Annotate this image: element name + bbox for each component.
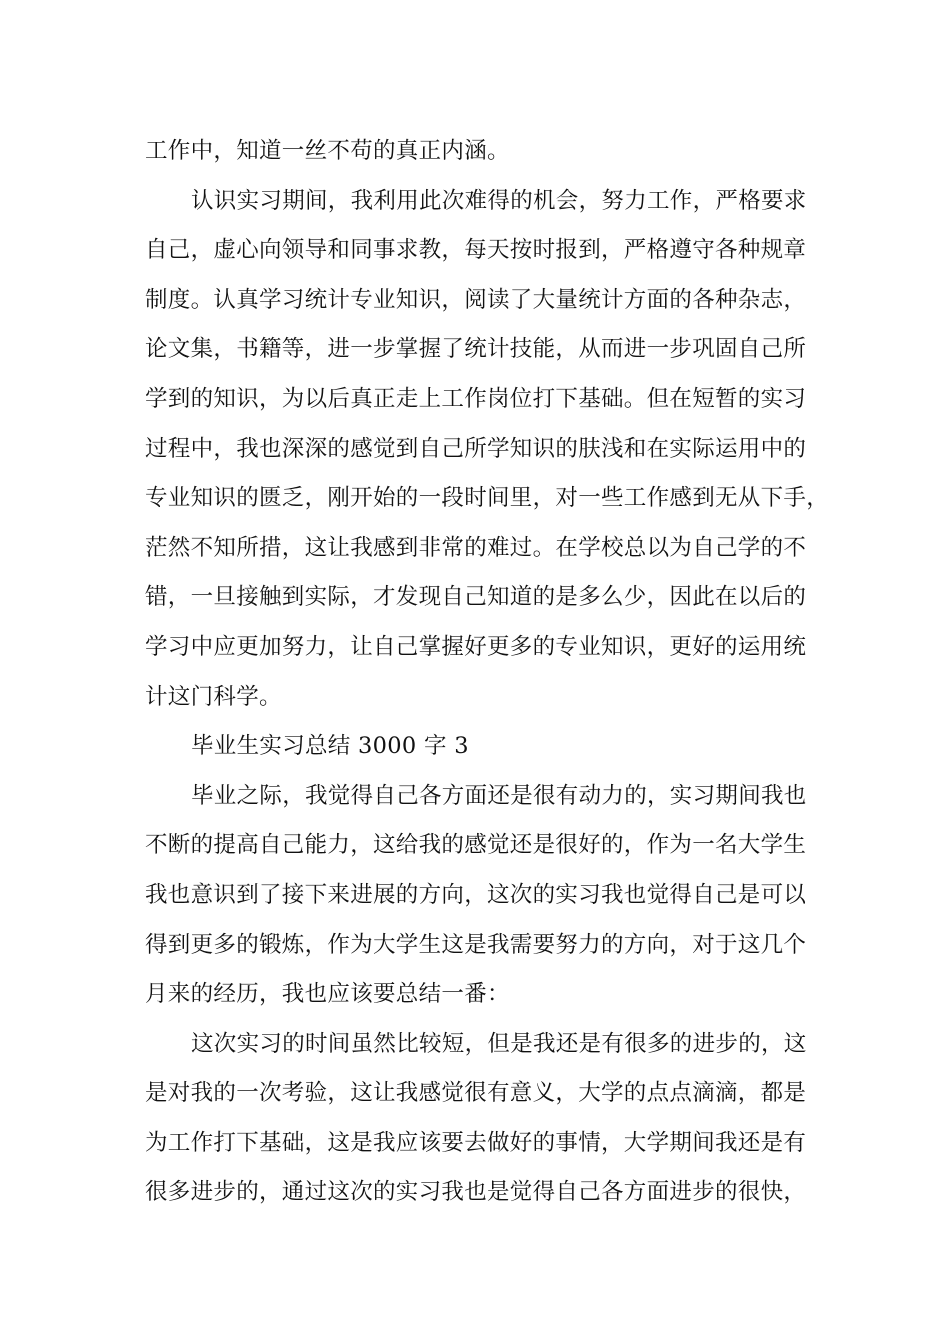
- text-line: 是对我的一次考验，这让我感觉很有意义，大学的点点滴滴，都是: [145, 1080, 807, 1107]
- text-line: 月来的经历，我也应该要总结一番：: [145, 981, 510, 1008]
- text-line: 毕业之际，我觉得自己各方面还是很有动力的，实习期间我也: [191, 782, 807, 809]
- text-line: 不断的提高自己能力，这给我的感觉还是很好的，作为一名大学生: [145, 832, 807, 859]
- text-line: 过程中，我也深深的感觉到自己所学知识的肤浅和在实际运用中的: [145, 435, 807, 462]
- text-line: 得到更多的锻炼，作为大学生这是我需要努力的方向，对于这几个: [145, 931, 807, 958]
- text-line: 错，一旦接触到实际，才发现自己知道的是多么少，因此在以后的: [145, 584, 807, 611]
- text-line: 为工作打下基础，这是我应该要去做好的事情，大学期间我还是有: [145, 1129, 807, 1156]
- text-line: 这次实习的时间虽然比较短，但是我还是有很多的进步的，这: [191, 1030, 807, 1057]
- text-line: 很多进步的，通过这次的实习我也是觉得自己各方面进步的很快，: [145, 1179, 807, 1206]
- text-line: 工作中，知道一丝不苟的真正内涵。: [145, 138, 510, 164]
- text-line: 专业知识的匮乏，刚开始的一段时间里，对一些工作感到无从下手，: [145, 485, 830, 512]
- text-line: 学习中应更加努力，让自己掌握好更多的专业知识，更好的运用统: [145, 633, 807, 660]
- text-line: 计这门科学。: [145, 683, 282, 710]
- text-line: 毕业生实习总结 3000 字 3: [191, 733, 469, 760]
- text-line: 我也意识到了接下来进展的方向，这次的实习我也觉得自己是可以: [145, 881, 807, 908]
- body-text: [145, 127, 830, 1218]
- text-line: 学到的知识，为以后真正走上工作岗位打下基础。但在短暂的实习: [145, 385, 807, 412]
- text-line: 制度。认真学习统计专业知识，阅读了大量统计方面的各种杂志，: [145, 286, 807, 313]
- text-line: 自己，虚心向领导和同事求教，每天按时报到，严格遵守各种规章: [145, 237, 807, 264]
- text-line: 认识实习期间，我利用此次难得的机会，努力工作，严格要求: [191, 187, 807, 214]
- text-line: 茫然不知所措，这让我感到非常的难过。在学校总以为自己学的不: [145, 534, 807, 561]
- text-line: 论文集，书籍等，进一步掌握了统计技能，从而进一步巩固自己所: [145, 336, 807, 363]
